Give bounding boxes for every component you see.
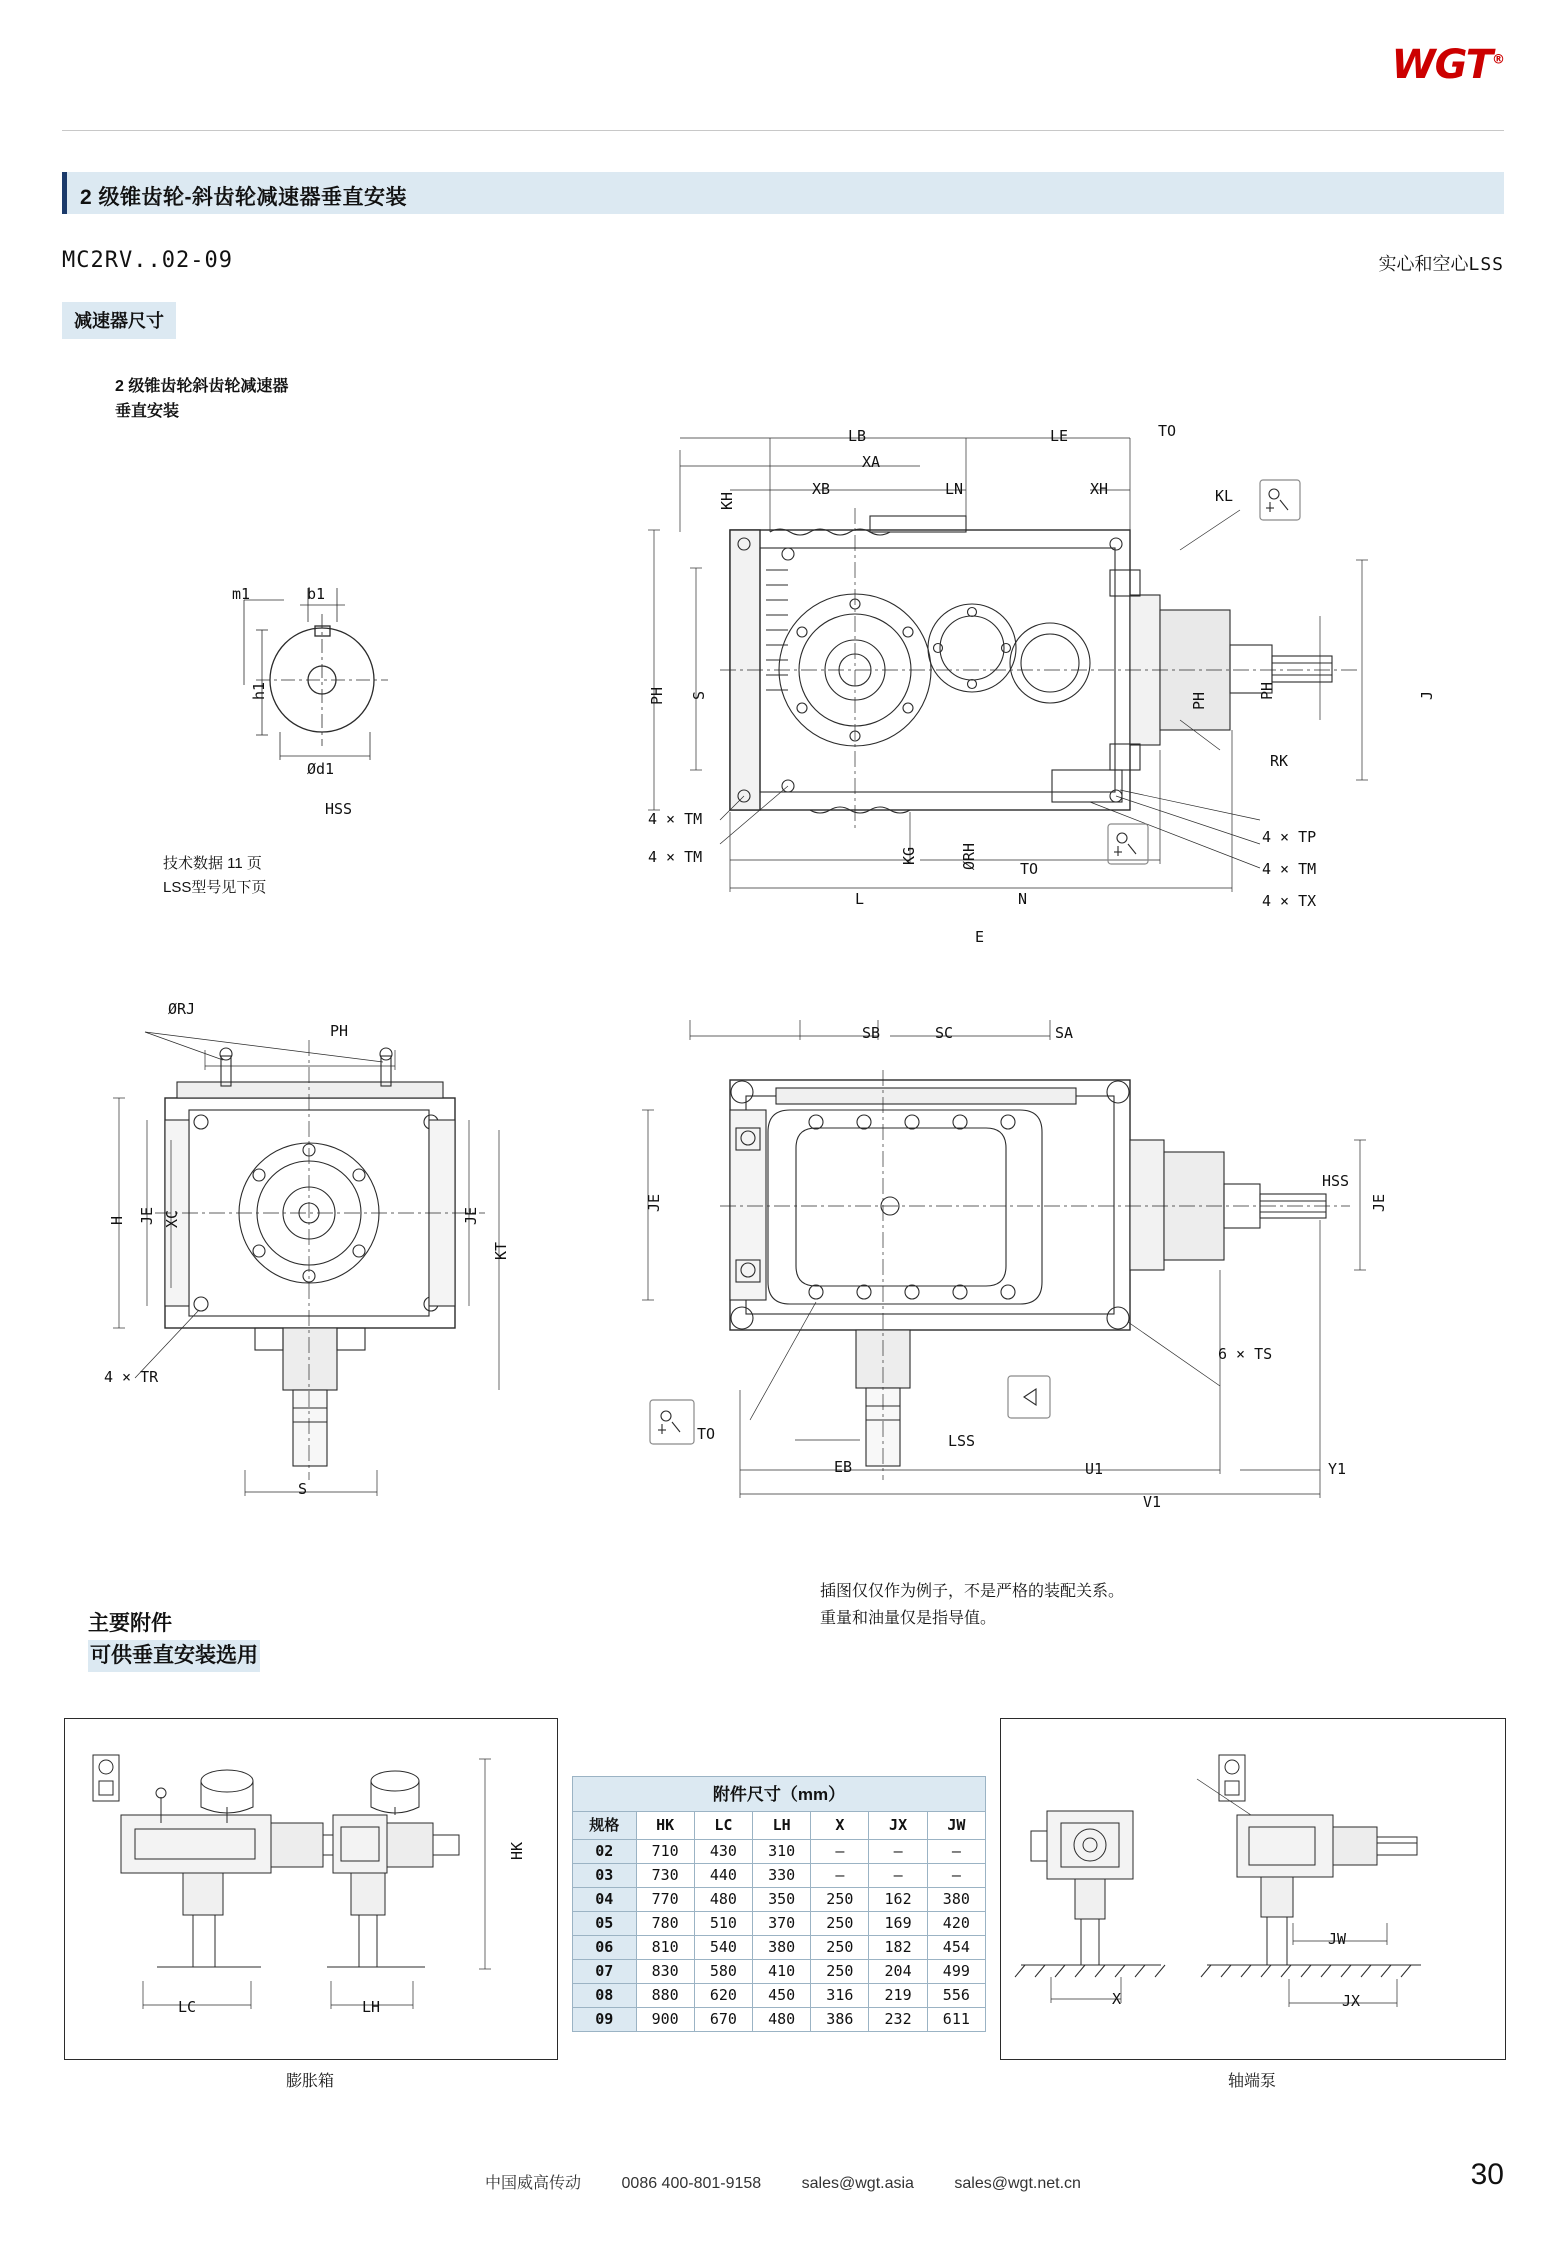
table-col-jx: JX [869, 1812, 927, 1840]
table-cell-size: 07 [573, 1960, 637, 1984]
table-cell: 250 [811, 1960, 869, 1984]
table-cell: 330 [753, 1864, 811, 1888]
table-cell: 316 [811, 1984, 869, 2008]
drawing-caption-line2: 垂直安装 [115, 403, 180, 420]
table-col-x: X [811, 1812, 869, 1840]
label-4xTR: 4 × TR [104, 1368, 159, 1386]
label-h1: h1 [250, 681, 268, 700]
label-PH-front: PH [330, 1022, 349, 1040]
table-row [573, 1864, 986, 1888]
label-XH: XH [1090, 480, 1109, 498]
label-4xTP: 4 × TP [1262, 828, 1317, 846]
table-cell: – [869, 1864, 927, 1888]
label-U1: U1 [1085, 1460, 1104, 1478]
expansion-tank-box [64, 1718, 558, 2060]
table-cell-size: 04 [573, 1888, 637, 1912]
label-hss-detail: HSS [325, 800, 353, 818]
title-accent [62, 172, 67, 214]
table-cell: – [811, 1840, 869, 1864]
label-RH: ØRH [960, 842, 978, 870]
label-4xTM-a: 4 × TM [648, 810, 703, 828]
table-cell: 499 [927, 1960, 985, 1984]
label-d1: Ød1 [307, 760, 335, 778]
label-PH-right: PH [1258, 681, 1276, 700]
label-4xTM-b: 4 × TM [648, 848, 703, 866]
label-b1: b1 [307, 585, 326, 603]
wgt-logo [1391, 42, 1504, 88]
label-LSS: LSS [948, 1432, 976, 1450]
label-RJ: ØRJ [168, 1000, 196, 1018]
table-cell: 450 [753, 1984, 811, 2008]
model-number: MC2RV..02-09 [62, 248, 233, 273]
label-H: H [108, 1215, 126, 1225]
label-KG: KG [900, 846, 918, 865]
table-col-lh: LH [753, 1812, 811, 1840]
table-row [573, 2008, 986, 2032]
table-cell: 430 [694, 1840, 752, 1864]
shaft-type-code: LSS [1468, 254, 1504, 275]
assembly-note-line1: 插图仅仅作为例子，不是严格的装配关系。 [820, 1583, 1125, 1600]
footer-phone: 0086 400-801-9158 [621, 2175, 762, 2192]
table-cell: 580 [694, 1960, 752, 1984]
table-cell: 480 [694, 1888, 752, 1912]
table-cell: 900 [636, 2008, 694, 2032]
table-cell: 770 [636, 1888, 694, 1912]
table-cell: 386 [811, 2008, 869, 2032]
label-TO-side: TO [697, 1425, 716, 1443]
table-cell: 440 [694, 1864, 752, 1888]
label-PH-left: PH [648, 686, 666, 705]
table-cell: 670 [694, 2008, 752, 2032]
side-view-drawing [620, 970, 1500, 1530]
table-cell: 620 [694, 1984, 752, 2008]
table-cell: 880 [636, 1984, 694, 2008]
technical-note [163, 852, 266, 900]
table-cell: 250 [811, 1912, 869, 1936]
table-cell-size: 06 [573, 1936, 637, 1960]
label-TO-bottom: TO [1020, 860, 1039, 878]
page-number: 30 [1470, 2158, 1504, 2191]
table-cell: 204 [869, 1960, 927, 1984]
table-cell: 380 [753, 1936, 811, 1960]
label-6xTS: 6 × TS [1218, 1345, 1273, 1363]
table-cell: 250 [811, 1936, 869, 1960]
table-cell: 219 [869, 1984, 927, 2008]
assembly-note-line2: 重量和油量仅是指导值。 [820, 1610, 997, 1627]
table-cell: 830 [636, 1960, 694, 1984]
accessories-title-line1: 主要附件 [88, 1612, 172, 1635]
table-cell: – [927, 1864, 985, 1888]
label-JE-side-right: JE [1370, 1193, 1388, 1212]
label-LH: LH [362, 1998, 381, 2016]
assembly-note [820, 1578, 1124, 1632]
label-LE: LE [1050, 427, 1069, 445]
table-row [573, 1840, 986, 1864]
table-cell: – [927, 1840, 985, 1864]
table-col-lc: LC [694, 1812, 752, 1840]
label-S-front: S [298, 1480, 308, 1498]
table-cell: – [811, 1864, 869, 1888]
label-TO-top: TO [1158, 422, 1177, 440]
accessories-title [88, 1608, 260, 1672]
label-LB: LB [848, 427, 867, 445]
table-corner-header: 规格 [573, 1812, 637, 1840]
footer [0, 2170, 1566, 2193]
label-JX: JX [1342, 1992, 1361, 2010]
table-cell: 169 [869, 1912, 927, 1936]
footer-email-2: sales@wgt.net.cn [954, 2175, 1081, 2192]
table-cell: 310 [753, 1840, 811, 1864]
footer-email-1: sales@wgt.asia [801, 2175, 914, 2192]
table-row [573, 1960, 986, 1984]
label-SB: SB [862, 1024, 881, 1042]
table-cell: 232 [869, 2008, 927, 2032]
label-JW: JW [1328, 1930, 1347, 1948]
table-row [573, 1912, 986, 1936]
table-cell: 250 [811, 1888, 869, 1912]
label-L: L [855, 890, 865, 908]
label-V1: V1 [1143, 1493, 1162, 1511]
table-cell: 510 [694, 1912, 752, 1936]
footer-company: 中国威高传动 [485, 2175, 582, 2192]
label-LC: LC [178, 1998, 197, 2016]
table-col-jw: JW [927, 1812, 985, 1840]
table-cell: 162 [869, 1888, 927, 1912]
header-divider [62, 130, 1504, 131]
accessories-title-line2: 可供垂直安装选用 [88, 1640, 260, 1672]
table-cell-size: 09 [573, 2008, 637, 2032]
label-RK: RK [1270, 752, 1289, 770]
label-XA: XA [862, 453, 881, 471]
table-cell: 410 [753, 1960, 811, 1984]
label-SC: SC [935, 1024, 954, 1042]
page-title: 2 级锥齿轮-斜齿轮减速器垂直安装 [80, 186, 408, 209]
shaft-end-pump-caption: 轴端泵 [1227, 2073, 1276, 2090]
table-cell: 611 [927, 2008, 985, 2032]
label-LN: LN [945, 480, 964, 498]
label-Y1: Y1 [1328, 1460, 1347, 1478]
label-X-pump: X [1112, 1990, 1122, 2008]
label-4xTM-c: 4 × TM [1262, 860, 1317, 878]
table-cell: – [869, 1840, 927, 1864]
label-HK: HK [508, 1841, 526, 1860]
table-cell-size: 05 [573, 1912, 637, 1936]
label-XC: XC [163, 1209, 181, 1228]
label-KH: KH [718, 491, 736, 510]
label-S-top: S [690, 690, 708, 700]
table-cell-size: 08 [573, 1984, 637, 2008]
label-KT: KT [492, 1241, 510, 1260]
label-JE-side-left: JE [645, 1193, 663, 1212]
table-cell: 182 [869, 1936, 927, 1960]
label-HSS-side: HSS [1322, 1172, 1350, 1190]
subsection-chip: 减速器尺寸 [62, 302, 176, 339]
table-col-hk: HK [636, 1812, 694, 1840]
section-title-bar [62, 172, 1504, 214]
table-cell: 810 [636, 1936, 694, 1960]
table-cell: 540 [694, 1936, 752, 1960]
label-EB: EB [834, 1458, 853, 1476]
table-cell: 420 [927, 1912, 985, 1936]
logo-text: WGT [1391, 42, 1492, 88]
table-cell: 780 [636, 1912, 694, 1936]
table-cell: 380 [927, 1888, 985, 1912]
drawing-caption [115, 374, 288, 424]
label-JE-front-left: JE [138, 1206, 156, 1225]
table-cell: 730 [636, 1864, 694, 1888]
drawing-caption-line1: 2 级锥齿轮斜齿轮减速器 [115, 378, 289, 395]
label-XB: XB [812, 480, 831, 498]
label-KL: KL [1215, 487, 1234, 505]
label-N: N [1018, 890, 1028, 908]
accessory-dimension-table [572, 1776, 986, 2032]
label-E: E [975, 928, 985, 946]
shaft-end-pump-box [1000, 1718, 1506, 2060]
shaft-type-label [1378, 250, 1504, 276]
technical-note-line2: LSS型号见下页 [163, 879, 267, 896]
table-cell-size: 02 [573, 1840, 637, 1864]
table-row [573, 1984, 986, 2008]
label-JE-front-right: JE [462, 1206, 480, 1225]
technical-note-line1: 技术数据 11 页 [163, 855, 262, 872]
label-PH-inner: PH [1190, 691, 1208, 710]
table-row [573, 1936, 986, 1960]
trademark-symbol: ® [1492, 52, 1504, 68]
table-cell-size: 03 [573, 1864, 637, 1888]
table-row [573, 1888, 986, 1912]
table-cell: 370 [753, 1912, 811, 1936]
expansion-tank-caption: 膨胀箱 [285, 2073, 334, 2090]
table-cell: 480 [753, 2008, 811, 2032]
table-cell: 710 [636, 1840, 694, 1864]
shaft-type-prefix: 实心和空心 [1378, 254, 1469, 274]
table-cell: 454 [927, 1936, 985, 1960]
label-4xTX: 4 × TX [1262, 892, 1317, 910]
label-m1: m1 [232, 585, 251, 603]
table-title: 附件尺寸（mm） [573, 1777, 986, 1812]
table-cell: 350 [753, 1888, 811, 1912]
top-view-drawing [620, 420, 1500, 950]
table-cell: 556 [927, 1984, 985, 2008]
label-SA: SA [1055, 1024, 1074, 1042]
label-J: J [1418, 690, 1436, 700]
